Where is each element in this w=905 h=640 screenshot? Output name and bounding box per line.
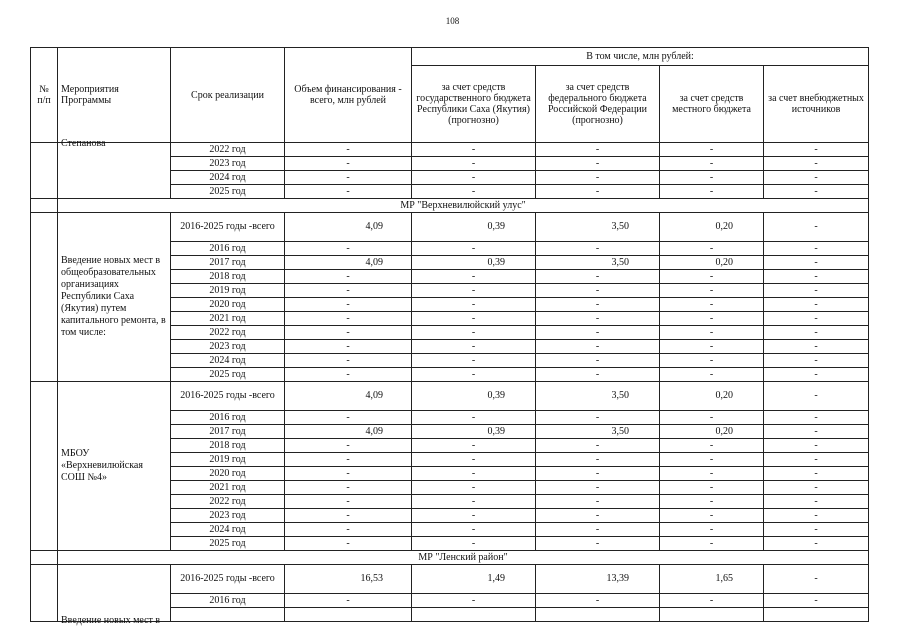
state-budget-cell: -	[412, 537, 536, 551]
state-budget-cell: -	[412, 298, 536, 312]
federal-budget-cell: 13,39	[536, 565, 660, 594]
header-volume: Объем финансирования - всего, млн рублей	[285, 48, 412, 143]
period-cell: 2025 год	[171, 185, 285, 199]
period-cell: 2023 год	[171, 157, 285, 171]
local-budget-cell: -	[660, 481, 764, 495]
federal-budget-cell: 3,50	[536, 382, 660, 411]
federal-budget-cell: -	[536, 298, 660, 312]
empty-cell	[412, 608, 536, 622]
volume-cell: -	[285, 439, 412, 453]
row-num-cell	[31, 565, 58, 622]
federal-budget-cell: -	[536, 354, 660, 368]
local-budget-cell: -	[660, 594, 764, 608]
offbudget-cell: -	[764, 495, 869, 509]
volume-cell: 4,09	[285, 425, 412, 439]
state-budget-cell: 0,39	[412, 256, 536, 270]
federal-budget-cell: -	[536, 495, 660, 509]
empty-cell	[171, 608, 285, 622]
empty-cell	[536, 608, 660, 622]
local-budget-cell: -	[660, 284, 764, 298]
state-budget-cell: 0,39	[412, 213, 536, 242]
volume-cell: -	[285, 594, 412, 608]
row-num-cell	[31, 213, 58, 382]
state-budget-cell: -	[412, 481, 536, 495]
federal-budget-cell: 3,50	[536, 213, 660, 242]
header-offbudget: за счет внебюджетных источников	[764, 66, 869, 143]
row-num-cell	[31, 199, 58, 213]
federal-budget-cell: -	[536, 284, 660, 298]
period-cell: 2017 год	[171, 425, 285, 439]
period-cell: 2021 год	[171, 481, 285, 495]
local-budget-cell: -	[660, 326, 764, 340]
header-local-budget: за счет средств местного бюджета	[660, 66, 764, 143]
state-budget-cell: -	[412, 411, 536, 425]
volume-cell: -	[285, 495, 412, 509]
state-budget-cell: -	[412, 509, 536, 523]
local-budget-cell: -	[660, 368, 764, 382]
federal-budget-cell: -	[536, 509, 660, 523]
measure-name-cell	[58, 138, 171, 199]
section-title: МР "Ленский район"	[58, 551, 869, 565]
federal-budget-cell: -	[536, 439, 660, 453]
header-federal-budget: за счет средств федерального бюджета Российской Федерации (прогнозно)	[536, 66, 660, 143]
state-budget-cell: -	[412, 242, 536, 256]
volume-cell: -	[285, 171, 412, 185]
volume-cell: -	[285, 509, 412, 523]
volume-cell: 4,09	[285, 213, 412, 242]
period-cell: 2019 год	[171, 284, 285, 298]
volume-cell: 4,09	[285, 256, 412, 270]
local-budget-cell: -	[660, 242, 764, 256]
state-budget-cell: -	[412, 185, 536, 199]
empty-cell	[764, 608, 869, 622]
local-budget-cell: -	[660, 143, 764, 157]
offbudget-cell: -	[764, 256, 869, 270]
local-budget-cell: -	[660, 354, 764, 368]
measure-name-cell: Введение новых мест в общеобразовательных организациях Республики Саха (Якутия) путем капитального ремонта, в том числе:	[58, 213, 171, 382]
federal-budget-cell: -	[536, 411, 660, 425]
volume-cell: -	[285, 157, 412, 171]
offbudget-cell: -	[764, 354, 869, 368]
local-budget-cell: 0,20	[660, 425, 764, 439]
local-budget-cell: 0,20	[660, 213, 764, 242]
period-cell: 2024 год	[171, 354, 285, 368]
empty-cell	[285, 608, 412, 622]
state-budget-cell: -	[412, 467, 536, 481]
offbudget-cell: -	[764, 565, 869, 594]
state-budget-cell: 0,39	[412, 425, 536, 439]
offbudget-cell: -	[764, 143, 869, 157]
period-cell: 2016 год	[171, 411, 285, 425]
offbudget-cell: -	[764, 326, 869, 340]
state-budget-cell: -	[412, 495, 536, 509]
offbudget-cell: -	[764, 453, 869, 467]
offbudget-cell: -	[764, 594, 869, 608]
period-cell: 2025 год	[171, 368, 285, 382]
header-state-budget: за счет средств государственного бюджета Республики Саха (Якутия) (прогнозно)	[412, 66, 536, 143]
period-cell: 2016-2025 годы -всего	[171, 382, 285, 411]
local-budget-cell: -	[660, 157, 764, 171]
local-budget-cell: -	[660, 340, 764, 354]
period-cell: 2025 год	[171, 537, 285, 551]
offbudget-cell: -	[764, 213, 869, 242]
federal-budget-cell: -	[536, 594, 660, 608]
period-cell: 2020 год	[171, 298, 285, 312]
volume-cell: -	[285, 481, 412, 495]
state-budget-cell: -	[412, 453, 536, 467]
offbudget-cell: -	[764, 411, 869, 425]
period-cell: 2016-2025 годы -всего	[171, 565, 285, 594]
state-budget-cell: -	[412, 270, 536, 284]
offbudget-cell: -	[764, 467, 869, 481]
federal-budget-cell: -	[536, 523, 660, 537]
local-budget-cell: -	[660, 298, 764, 312]
row-num-cell	[31, 143, 58, 199]
offbudget-cell: -	[764, 523, 869, 537]
measure-name-text: Степанова	[61, 138, 106, 149]
header-including: В том числе, млн рублей:	[412, 48, 869, 66]
federal-budget-cell: -	[536, 340, 660, 354]
volume-cell: -	[285, 523, 412, 537]
offbudget-cell: -	[764, 185, 869, 199]
volume-cell: -	[285, 326, 412, 340]
period-cell: 2018 год	[171, 439, 285, 453]
section-row-verkhnevilyuisk	[31, 199, 869, 213]
local-budget-cell: -	[660, 312, 764, 326]
offbudget-cell: -	[764, 157, 869, 171]
state-budget-cell: -	[412, 284, 536, 298]
local-budget-cell: -	[660, 171, 764, 185]
period-cell: 2021 год	[171, 312, 285, 326]
state-budget-cell: 0,39	[412, 382, 536, 411]
period-cell: 2019 год	[171, 453, 285, 467]
local-budget-cell: 0,20	[660, 382, 764, 411]
volume-cell: -	[285, 143, 412, 157]
period-cell: 2023 год	[171, 509, 285, 523]
federal-budget-cell: -	[536, 171, 660, 185]
volume-cell: -	[285, 312, 412, 326]
state-budget-cell: -	[412, 340, 536, 354]
volume-cell: -	[285, 185, 412, 199]
federal-budget-cell: -	[536, 467, 660, 481]
period-cell: 2022 год	[171, 143, 285, 157]
offbudget-cell: -	[764, 312, 869, 326]
volume-cell: -	[285, 354, 412, 368]
section-row-lensky	[31, 551, 869, 565]
table-body	[31, 138, 869, 626]
state-budget-cell: -	[412, 354, 536, 368]
state-budget-cell: -	[412, 368, 536, 382]
federal-budget-cell: -	[536, 242, 660, 256]
offbudget-cell: -	[764, 439, 869, 453]
state-budget-cell: -	[412, 326, 536, 340]
period-cell: 2022 год	[171, 326, 285, 340]
period-cell: 2016-2025 годы -всего	[171, 213, 285, 242]
volume-cell: -	[285, 467, 412, 481]
volume-cell: -	[285, 411, 412, 425]
volume-cell: -	[285, 368, 412, 382]
volume-cell: 16,53	[285, 565, 412, 594]
measure-name-cell: МБОУ «Верхневилюйская СОШ №4»	[58, 382, 171, 551]
state-budget-cell: -	[412, 312, 536, 326]
total-row	[31, 213, 869, 242]
volume-cell: -	[285, 270, 412, 284]
volume-cell: -	[285, 242, 412, 256]
offbudget-cell: -	[764, 481, 869, 495]
offbudget-cell: -	[764, 425, 869, 439]
total-row	[31, 565, 869, 594]
federal-budget-cell: -	[536, 143, 660, 157]
period-cell: 2016 год	[171, 242, 285, 256]
header-num: № п/п	[31, 48, 58, 143]
state-budget-cell: -	[412, 594, 536, 608]
federal-budget-cell: -	[536, 368, 660, 382]
local-budget-cell: -	[660, 523, 764, 537]
period-cell: 2024 год	[171, 171, 285, 185]
volume-cell: -	[285, 537, 412, 551]
federal-budget-cell: -	[536, 326, 660, 340]
period-cell: 2022 год	[171, 495, 285, 509]
header-measures: Мероприятия Программы	[58, 48, 171, 143]
local-budget-cell: -	[660, 185, 764, 199]
empty-cell	[660, 608, 764, 622]
local-budget-cell: 0,20	[660, 256, 764, 270]
federal-budget-cell: -	[536, 312, 660, 326]
period-cell: 2017 год	[171, 256, 285, 270]
total-row	[31, 382, 869, 411]
federal-budget-cell: -	[536, 537, 660, 551]
measure-name-cell	[58, 565, 171, 626]
federal-budget-cell: -	[536, 453, 660, 467]
page-number: 108	[445, 16, 460, 26]
state-budget-cell: 1,49	[412, 565, 536, 594]
period-cell: 2024 год	[171, 523, 285, 537]
funding-table	[30, 47, 869, 626]
volume-cell: -	[285, 453, 412, 467]
offbudget-cell: -	[764, 270, 869, 284]
federal-budget-cell: 3,50	[536, 425, 660, 439]
funding-table-wrapper	[30, 47, 868, 626]
state-budget-cell: -	[412, 157, 536, 171]
local-budget-cell: -	[660, 270, 764, 284]
section-title: МР "Верхневилюйский улус"	[58, 199, 869, 213]
local-budget-cell: -	[660, 453, 764, 467]
state-budget-cell: -	[412, 439, 536, 453]
volume-cell: -	[285, 298, 412, 312]
offbudget-cell: -	[764, 171, 869, 185]
volume-cell: 4,09	[285, 382, 412, 411]
period-cell: 2018 год	[171, 270, 285, 284]
local-budget-cell: -	[660, 411, 764, 425]
state-budget-cell: -	[412, 523, 536, 537]
federal-budget-cell: -	[536, 270, 660, 284]
local-budget-cell: -	[660, 509, 764, 523]
row-num-cell	[31, 382, 58, 551]
state-budget-cell: -	[412, 171, 536, 185]
header-period: Срок реализации	[171, 48, 285, 143]
federal-budget-cell: -	[536, 185, 660, 199]
local-budget-cell: -	[660, 537, 764, 551]
row-num-cell	[31, 551, 58, 565]
period-cell: 2016 год	[171, 594, 285, 608]
offbudget-cell: -	[764, 340, 869, 354]
federal-budget-cell: 3,50	[536, 256, 660, 270]
period-cell: 2020 год	[171, 467, 285, 481]
federal-budget-cell: -	[536, 157, 660, 171]
offbudget-cell: -	[764, 537, 869, 551]
state-budget-cell: -	[412, 143, 536, 157]
local-budget-cell: -	[660, 439, 764, 453]
offbudget-cell: -	[764, 284, 869, 298]
local-budget-cell: 1,65	[660, 565, 764, 594]
offbudget-cell: -	[764, 509, 869, 523]
period-cell: 2023 год	[171, 340, 285, 354]
offbudget-cell: -	[764, 298, 869, 312]
federal-budget-cell: -	[536, 481, 660, 495]
measure-name-text: Введение новых мест в	[61, 615, 161, 626]
offbudget-cell: -	[764, 368, 869, 382]
local-budget-cell: -	[660, 495, 764, 509]
volume-cell: -	[285, 284, 412, 298]
table-row	[31, 143, 869, 157]
local-budget-cell: -	[660, 467, 764, 481]
offbudget-cell: -	[764, 382, 869, 411]
volume-cell: -	[285, 340, 412, 354]
offbudget-cell: -	[764, 242, 869, 256]
